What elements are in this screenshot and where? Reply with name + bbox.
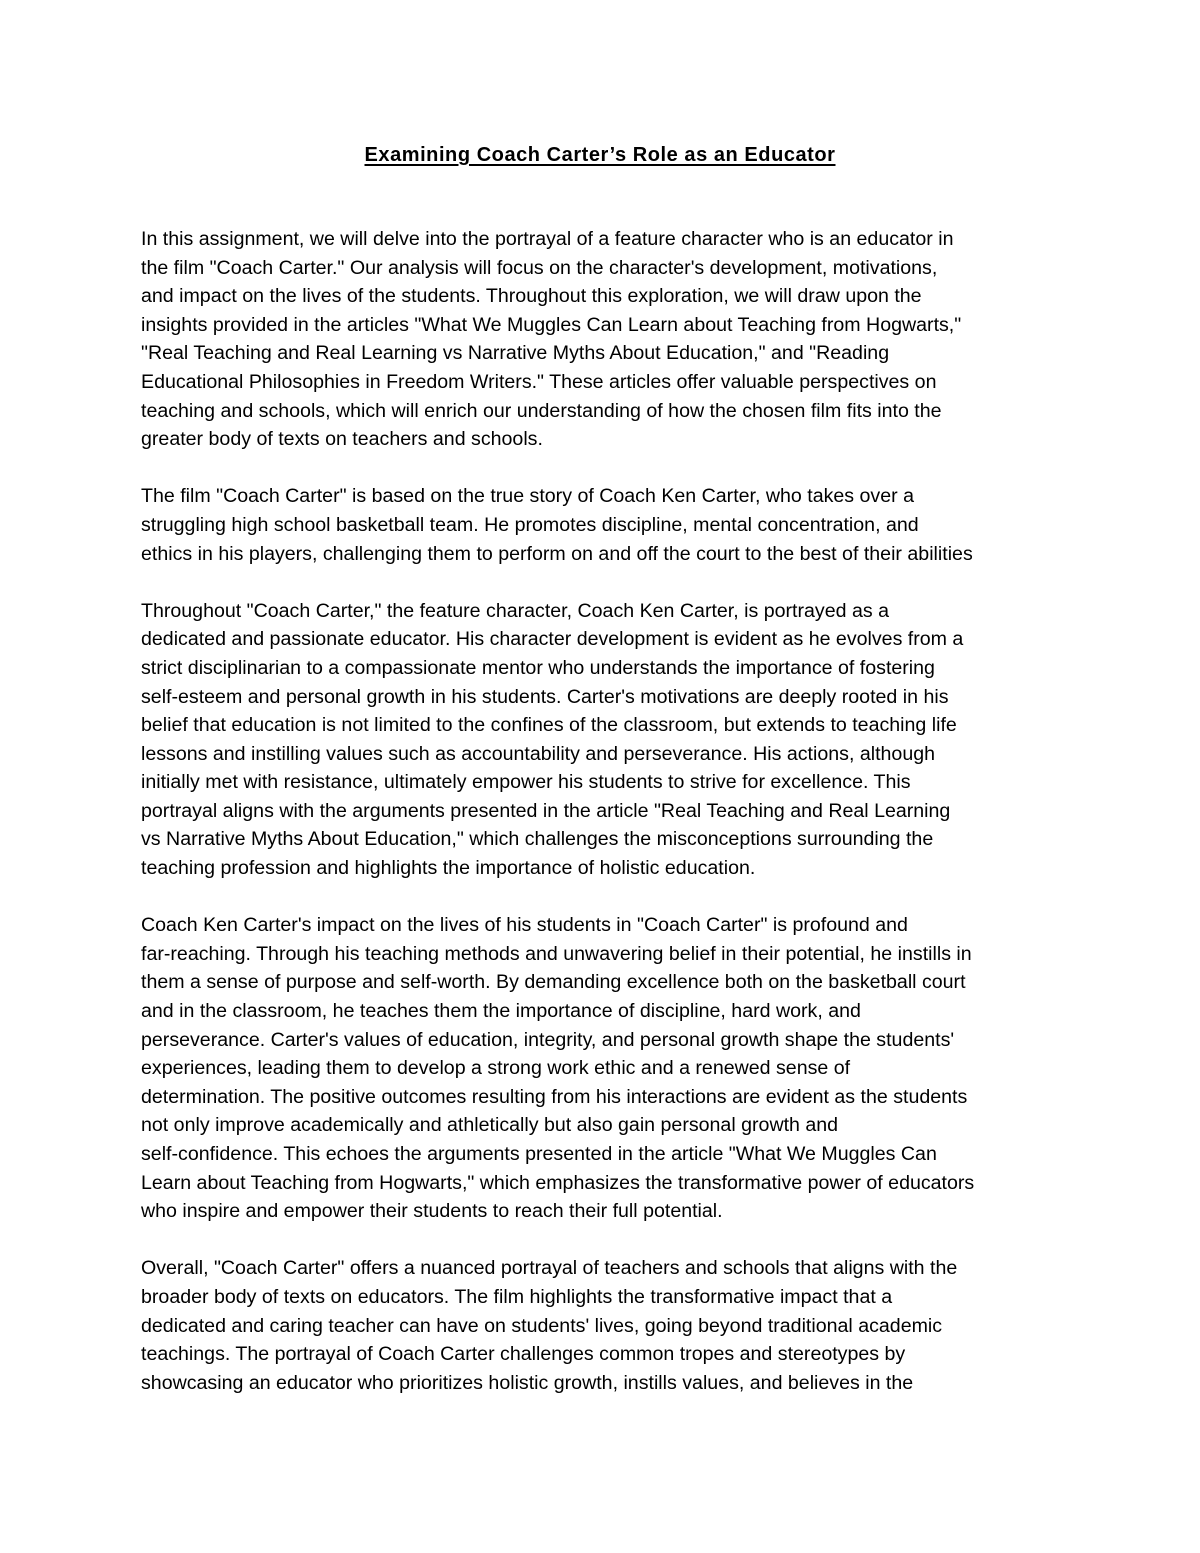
text-line: strict disciplinarian to a compassionate mentor who understands the importance of fostering (141, 656, 935, 679)
text-line: showcasing an educator who prioritizes holistic growth, instills values, and believes in the (141, 1371, 914, 1394)
text-line: determination. The positive outcomes resulting from his interactions are evident as the students (141, 1085, 968, 1108)
text-line: Learn about Teaching from Hogwarts," which emphasizes the transformative power of educators (141, 1171, 975, 1194)
text-line: initially met with resistance, ultimately empower his students to strive for excellence. This (141, 771, 911, 794)
text-line: the film "Coach Carter." Our analysis will focus on the character's development, motivations, (141, 256, 938, 279)
text-line: teaching profession and highlights the importance of holistic education. (141, 857, 756, 880)
text-line: The film "Coach Carter" is based on the true story of Coach Ken Carter, who takes over a (141, 485, 914, 508)
text-line: In this assignment, we will delve into the portrayal of a feature character who is an educator in (141, 228, 954, 250)
text-line: and impact on the lives of the students. Throughout this exploration, we will draw upon the (141, 285, 922, 308)
text-line: belief that education is not limited to the confines of the classroom, but extends to teaching life (141, 714, 957, 737)
paragraph (141, 597, 1066, 883)
text-line: lessons and instilling values such as accountability and perseverance. His actions, although (141, 742, 936, 765)
text-line: insights provided in the articles "What We Muggles Can Learn about Teaching from Hogwarts," (141, 313, 962, 336)
text-line: Throughout "Coach Carter," the feature character, Coach Ken Carter, is portrayed as a (141, 599, 889, 622)
text-line: perseverance. Carter's values of education, integrity, and personal growth shape the students' (141, 1028, 955, 1051)
text-line: Overall, "Coach Carter" offers a nuanced portrayal of teachers and schools that aligns with the (141, 1257, 958, 1280)
text-line: dedicated and caring teacher can have on students' lives, going beyond traditional academic (141, 1314, 943, 1337)
text-line: struggling high school basketball team. He promotes discipline, mental concentration, and (141, 513, 919, 536)
document-title: Examining Coach Carter’s Role as an Educator (364, 144, 836, 166)
text-line: vs Narrative Myths About Education," which challenges the misconceptions surrounding the (141, 828, 934, 851)
paragraph (141, 1254, 1066, 1397)
text-line: Educational Philosophies in Freedom Writers." These articles offer valuable perspectives on (141, 370, 937, 393)
text-line: teaching and schools, which will enrich our understanding of how the chosen film fits into the (141, 399, 942, 422)
paragraph (141, 911, 1066, 1226)
text-line: who inspire and empower their students to reach their full potential. (141, 1200, 723, 1223)
text-line: ethics in his players, challenging them to perform on and off the court to the best of their abilities (141, 542, 973, 565)
document-body (141, 225, 1066, 1426)
paragraph (141, 482, 1066, 568)
text-line: teachings. The portrayal of Coach Carter challenges common tropes and stereotypes by (141, 1343, 906, 1366)
text-line: portrayal aligns with the arguments presented in the article "Real Teaching and Real Learning (141, 799, 951, 822)
text-line: far-reaching. Through his teaching methods and unwavering belief in their potential, he instills in (141, 942, 972, 965)
text-line: broader body of texts on educators. The film highlights the transformative impact that a (141, 1285, 893, 1308)
text-line: Coach Ken Carter's impact on the lives of his students in "Coach Carter" is profound and (141, 914, 908, 937)
text-line: experiences, leading them to develop a strong work ethic and a renewed sense of (141, 1057, 851, 1080)
text-line: greater body of texts on teachers and schools. (141, 428, 543, 451)
text-line: them a sense of purpose and self-worth. By demanding excellence both on the basketball court (141, 971, 966, 994)
text-line: not only improve academically and athletically but also gain personal growth and (141, 1114, 839, 1137)
text-line: and in the classroom, he teaches them the importance of discipline, hard work, and (141, 1000, 861, 1023)
text-line: self-esteem and personal growth in his students. Carter's motivations are deeply rooted in his (141, 685, 949, 708)
paragraph (141, 225, 1066, 454)
text-line: "Real Teaching and Real Learning vs Narrative Myths About Education," and "Reading (141, 342, 890, 365)
text-line: dedicated and passionate educator. His character development is evident as he evolves from a (141, 628, 964, 651)
text-line: self-confidence. This echoes the arguments presented in the article "What We Muggles Can (141, 1143, 937, 1165)
